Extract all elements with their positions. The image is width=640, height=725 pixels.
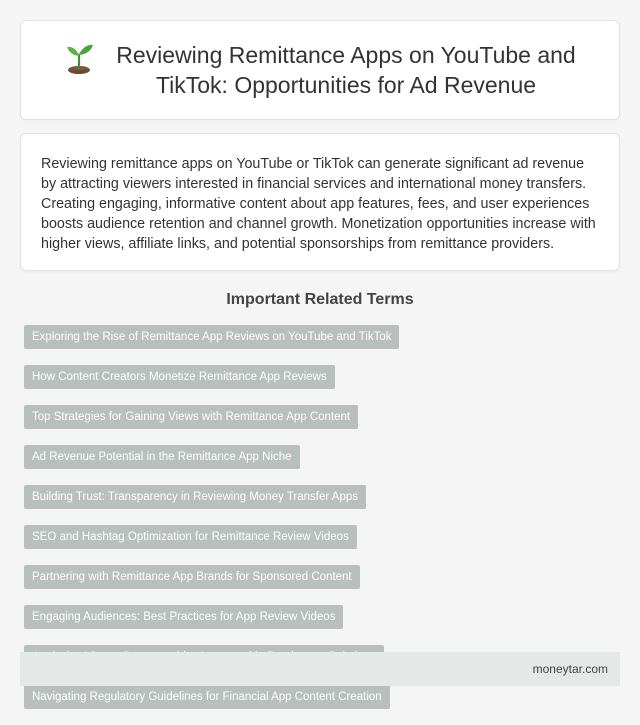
page-title: Reviewing Remittance Apps on YouTube and TikTok: Opportunities for Ad Revenue [116, 42, 576, 98]
title-row [59, 40, 581, 100]
related-term-link[interactable]: Exploring the Rise of Remittance App Reviews on YouTube and TikTok [24, 325, 399, 349]
sprout-icon [59, 36, 99, 76]
related-term-link[interactable]: Top Strategies for Gaining Views with Remittance App Content [24, 405, 358, 429]
related-term-link[interactable]: Ad Revenue Potential in the Remittance App Niche [24, 445, 300, 469]
title-card [20, 20, 620, 120]
related-terms-heading: Important Related Terms [226, 291, 414, 308]
related-term-link[interactable]: SEO and Hashtag Optimization for Remittance Review Videos [24, 525, 357, 549]
related-term-link[interactable]: Navigating Regulatory Guidelines for Financial App Content Creation [24, 685, 390, 709]
related-term-link[interactable]: Partnering with Remittance App Brands for Sponsored Content [24, 565, 360, 589]
footer-site-name[interactable]: moneytar.com [532, 662, 608, 676]
footer [20, 652, 620, 686]
related-term-link[interactable]: Engaging Audiences: Best Practices for App Review Videos [24, 605, 343, 629]
summary-text: Reviewing remittance apps on YouTube or TikTok can generate significant ad revenue by attracting viewers interested in financial services and international money transfers. Creating engaging, informative content about app features, fees, and user experiences boosts audience retention and channel growth. Monetization opportunities increase with higher views, affiliate links, and potential sponsorships from remittance providers. [41, 156, 596, 252]
related-term-link[interactable]: How Content Creators Monetize Remittance App Reviews [24, 365, 335, 389]
related-term-link[interactable]: Building Trust: Transparency in Reviewing Money Transfer Apps [24, 485, 366, 509]
summary-card [20, 133, 620, 271]
